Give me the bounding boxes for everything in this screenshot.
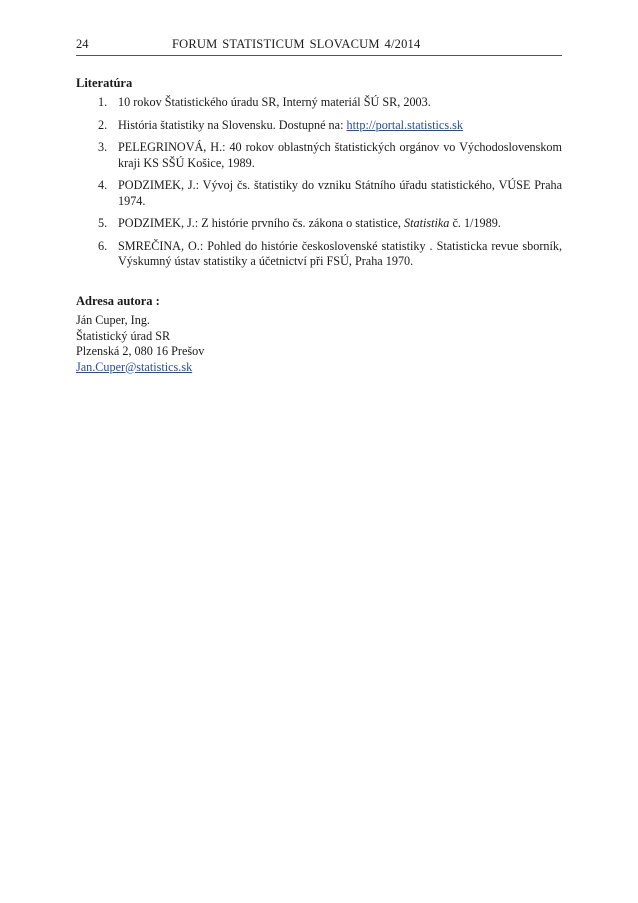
reference-number: 3. (98, 140, 108, 154)
reference-item-1 (76, 95, 562, 111)
reference-number: 1. (98, 95, 108, 109)
reference-item-6 (76, 239, 562, 270)
page-number: 24 (76, 37, 89, 51)
reference-text: PELEGRINOVÁ, H.: 40 rokov oblastných štatistických orgánov vo Východoslovenskom kraji KS SŠÚ Košice, 1989. (118, 140, 562, 170)
author-name: Ján Cuper, Ing. (76, 313, 150, 327)
reference-text: PODZIMEK, J.: Z histórie prvního čs. zákona o statistice, (118, 216, 405, 230)
portal-link[interactable]: http://portal.statistics.sk (346, 117, 463, 132)
author-institution: Štatistický úrad SR (76, 328, 171, 343)
reference-item-2 (76, 118, 562, 134)
journal-title: FORUM STATISTICUM SLOVACUM 4/2014 (172, 37, 421, 51)
author-street: Plzenská 2, 080 16 Prešov (76, 344, 205, 358)
reference-item-3 (76, 140, 562, 171)
author-email-link[interactable]: Jan.Cuper@statistics.sk (76, 359, 193, 374)
reference-item-5 (76, 216, 562, 232)
author-address-heading: Adresa autora : (76, 294, 160, 308)
reference-number: 6. (98, 238, 108, 253)
journal-name: Statistika (404, 216, 450, 230)
reference-text: SMREČINA, O.: Pohled do histórie československé statistiky . Statisticka revue sborník, Výskumný ústav statistiky a účetnictví při FSÚ, Praha 1970. (118, 238, 562, 268)
reference-item-4 (76, 178, 562, 209)
reference-number: 2. (98, 117, 108, 132)
reference-text: PODZIMEK, J.: Vývoj čs. štatistiky do vzniku Státního úřadu statistického, VÚSE Praha 1974. (118, 178, 562, 208)
reference-text: 10 rokov Štatistického úradu SR, Interný materiál ŠÚ SR, 2003. (118, 95, 431, 109)
reference-number: 5. (98, 216, 108, 230)
literature-heading: Literatúra (76, 76, 133, 90)
reference-text-end: č. 1/1989. (449, 216, 501, 230)
reference-text: História štatistiky na Slovensku. Dostupné na: (118, 117, 347, 132)
author-address (76, 313, 204, 375)
running-header (76, 37, 562, 56)
reference-number: 4. (98, 178, 108, 192)
reference-list (76, 95, 562, 277)
